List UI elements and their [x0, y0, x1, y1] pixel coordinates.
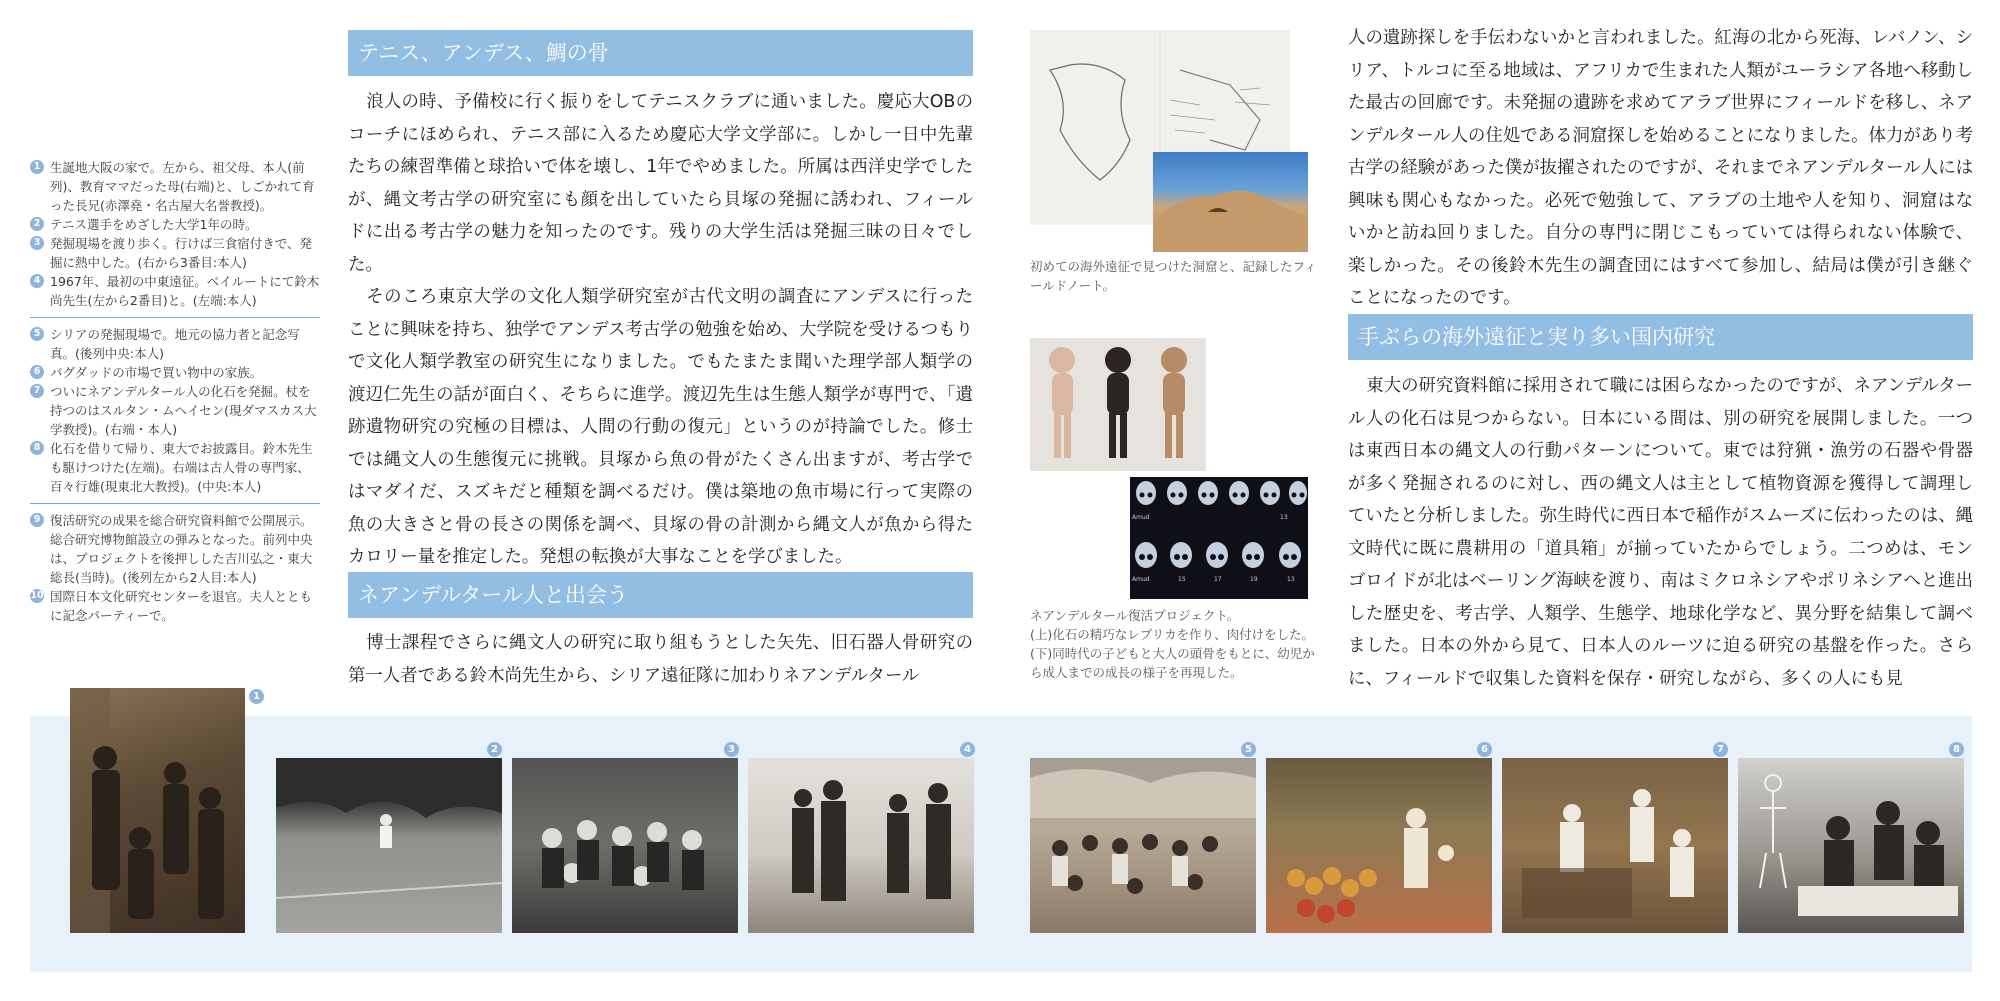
paragraph: 東大の研究資料館に採用されて職には困らなかったのですが、ネアンデルタール人の化石は見つからない。日本にいる間は、別の研究を展開しました。一つは東西日本の縄文人の行動パターンについて。東では狩猟・漁労の石器や骨器が多く発掘されるのに対し、西の縄文人は主として植物資源を獲得して調理していたと分析しました。弥生時代に西日本で稲作がスムーズに伝わったのは、縄文時代に既に農耕用の「道具箱」が揃っていたからでしょう。二つめは、モンゴロイドが北はベーリング海峡を渡り、南はミクロネシアやポリネシアへと進出した歴史を、考古学、人類学、生態学、地球化学など、異分野を結集して調べました。日本の外から見て、日本人のルーツに迫る研究の基盤を作った。さらに、フィールドで収集した資料を保存・研究しながら、多くの人にも見 [1348, 376, 1973, 689]
caption-item [30, 215, 320, 234]
skull-label: 13 [1280, 514, 1288, 521]
fossil-excavation-drawing [1502, 758, 1728, 933]
beirut-photo-drawing [748, 758, 974, 933]
caption-item [30, 363, 320, 382]
syria-excavation-group-photo [1030, 758, 1256, 933]
cave-photo [1153, 152, 1308, 252]
caption-item [30, 272, 320, 310]
section-heading-neanderthal: ネアンデルタール人と出会う [348, 572, 973, 618]
baghdad-market-photo [1266, 758, 1492, 933]
caption-number-badge: 2 [30, 217, 44, 231]
cave-hill-shape [1153, 152, 1308, 252]
caption-item [30, 158, 320, 215]
neanderthal-figure-caption: ネアンデルタール復活プロジェクト。 (上)化石の精巧なレプリカを作り、肉付けをした。 (下)同時代の子どもと大人の頭骨をもとに、幼児から成人までの成長の様子を再現した。 [1030, 608, 1315, 680]
caption-text: 国際日本文化研究センターを退官。夫人とともに記念パーティーで。 [50, 589, 313, 623]
paragraph: 人の遺跡探しを手伝わないかと言われました。紅海の北から死海、レバノン、シリア、トルコに至る地域は、アフリカで生まれた人類がユーラシア各地へ移動した最古の回廊です。未発掘の遺跡を求めてアラブ世界にフィールドを移し、ネアンデルタール人の住処である洞窟探しを始めることになりました。体力があり考古学の経験があった僕が抜擢されたのですが、それまでネアンデルタール人には興味も関心もなかった。必死で勉強して、アラブの土地や人を知り、洞窟はないかと訪ね回りました。自分の専門に閉じこもっていては得られない体験で、楽しかった。その後鈴木先生の調査団にはすべて参加し、結局は僕が引き継ぐことになったのです。 [1348, 28, 1973, 308]
caption-text: シリアの発掘現場で。地元の協力者と記念写真。(後列中央:本人) [50, 327, 300, 361]
section-body-neanderthal [348, 627, 973, 692]
section-body-expedition [1348, 370, 1973, 695]
replica-figures-drawing [1030, 338, 1206, 471]
caption-number-badge: 5 [30, 327, 44, 341]
photo-number-badge: 2 [487, 742, 502, 757]
excavation-group-drawing [512, 758, 738, 933]
cave-figure-caption: 初めての海外遠征で見つけた洞窟と、記録したフィールドノート。 [1030, 259, 1317, 293]
caption-item [30, 439, 320, 496]
caption-number-badge: 10 [30, 590, 44, 601]
syria-group-drawing [1030, 758, 1256, 933]
photo-number-badge: 3 [724, 742, 739, 757]
caption-text: バグダッドの市場で買い物中の家族。 [50, 365, 263, 380]
fossil-excavation-photo [1502, 758, 1728, 933]
family-photo [70, 688, 245, 933]
caption-number-badge: 1 [30, 160, 44, 174]
photo-number-badge: 8 [1949, 742, 1964, 757]
skull-label: 19 [1250, 576, 1258, 583]
market-drawing [1266, 758, 1492, 933]
paragraph: 博士課程でさらに縄文人の研究に取り組もうとした矢先、旧石器人骨研究の第一人者である鈴木尚先生から、シリア遠征隊に加わりネアンデルタール [348, 633, 973, 686]
fossil-presentation-photo [1738, 758, 1964, 933]
caption-text: 復活研究の成果を総合研究資料館で公開展示。総合研究博物館設立の弾みとなった。前列中央は、プロジェクトを後押しした吉川弘之・東大総長(当時)。(後列左から2人目:本人) [50, 513, 313, 585]
photo-number-badge: 7 [1713, 742, 1728, 757]
photo-number-badge: 4 [960, 742, 975, 757]
beirut-photo [748, 758, 974, 933]
caption-number-badge: 7 [30, 384, 44, 398]
skull-growth-series [1130, 477, 1308, 599]
family-photo-drawing [70, 688, 245, 933]
caption-item [30, 325, 320, 363]
paragraph: そのころ東京大学の文化人類学研究室が古代文明の調査にアンデスに行ったことに興味を持ち、独学でアンデス考古学の勉強を始め、大学院を受けるつもりで文化人類学教室の研究生になりました。でもたまたま聞いた理学部人類学の渡辺仁先生の話が面白く、そちらに進学。渡辺先生は生態人類学が専門で、「遺跡遺物研究の究極の目標は、人間の行動の復元」というのが持論でした。修士では縄文人の生態復元に挑戦。貝塚から魚の骨がたくさん出ますが、考古学ではマダイだ、スズキだと種類を調べるだけ。僕は築地の魚市場に行って実際の魚の大きさと骨の長さの関係を調べ、貝塚の骨の計測から縄文人が魚から得たカロリー量を推定した。発想の転換が大事なことを学びました。 [348, 287, 973, 567]
section-heading-expedition: 手ぶらの海外遠征と実り多い国内研究 [1348, 314, 1973, 360]
caption-item [30, 511, 320, 587]
caption-number-badge: 9 [30, 513, 44, 527]
photo-number-badge: 1 [249, 689, 264, 704]
skull-label: 15 [1178, 576, 1186, 583]
caption-number-badge: 3 [30, 236, 44, 250]
tennis-photo-drawing [276, 758, 502, 933]
caption-item [30, 234, 320, 272]
caption-divider [30, 317, 320, 318]
section-heading-tennis: テニス、アンデス、鯛の骨 [348, 30, 973, 76]
caption-text: ついにネアンデルタール人の化石を発掘。杖を持つのはスルタン・ムヘイセン(現ダマスカス大学教授)。(右端・本人) [50, 384, 317, 437]
caption-text: テニス選手をめざした大学1年の時。 [50, 217, 258, 232]
excavation-group-photo [512, 758, 738, 933]
skull-label: Amud [1132, 514, 1150, 521]
photo-number-badge: 6 [1477, 742, 1492, 757]
skull-label: 13 [1287, 576, 1295, 583]
caption-text: 1967年、最初の中東遠征。ベイルートにて鈴木尚先生(左から2番目)と。(左端:本人) [50, 274, 320, 308]
caption-item [30, 382, 320, 439]
presentation-drawing [1738, 758, 1964, 933]
skull-label: 17 [1214, 576, 1222, 583]
caption-text: 生誕地大阪の家で。左から、祖父母、本人(前列)、教育ママだった母(右端)と、しごかれて育った長兄(赤澤堯・名古屋大名誉教授)。 [50, 160, 315, 213]
neanderthal-replica-figures [1030, 338, 1206, 471]
caption-text: 化石を借りて帰り、東大でお披露目。鈴木先生も駆けつけた(左端)。右端は古人骨の専門家、百々行雄(現東北大教授)。(中央:本人) [50, 441, 313, 494]
caption-divider [30, 503, 320, 504]
section-body-tennis [348, 86, 973, 574]
caption-item [30, 587, 320, 625]
caption-number-badge: 6 [30, 365, 44, 379]
caption-number-badge: 8 [30, 441, 44, 455]
skull-label: Amud [1132, 576, 1150, 583]
caption-number-badge: 4 [30, 274, 44, 288]
photo-caption-list [30, 158, 320, 625]
skull-series-drawing [1130, 477, 1308, 599]
photo-number-badge: 5 [1241, 742, 1256, 757]
caption-text: 発掘現場を渡り歩く。行けば三食宿付きで、発掘に熱中した。(右から3番目:本人) [50, 236, 313, 270]
tennis-photo [276, 758, 502, 933]
section-body-continued [1348, 22, 1973, 315]
paragraph: 浪人の時、予備校に行く振りをしてテニスクラブに通いました。慶応大OBのコーチにほめられ、テニス部に入るため慶応大学文学部に。しかし一日中先輩たちの練習準備と球拾いで体を壊し、1年でやめました。所属は西洋史学でしたが、縄文考古学の研究室にも顔を出していたら貝塚の発掘に誘われ、フィールドに出る考古学の魅力を知ったのです。残りの大学生活は発掘三昧の日々でした。 [348, 92, 973, 275]
